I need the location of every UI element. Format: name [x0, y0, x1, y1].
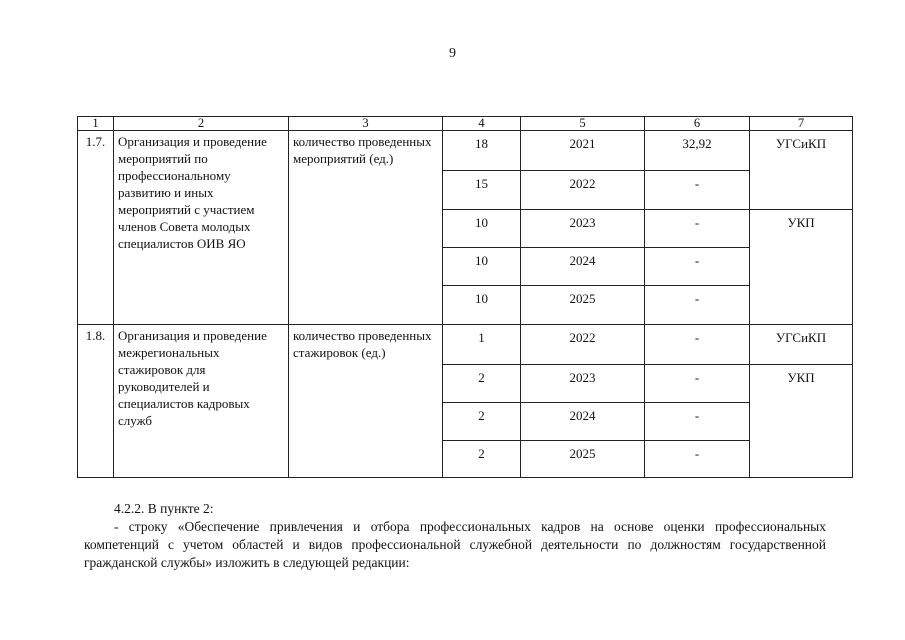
activities-table: [77, 116, 853, 478]
funding-amount: 32,92: [645, 131, 750, 171]
year: 2024: [521, 403, 645, 441]
header-cell-2: 2: [114, 117, 289, 131]
indicator-value: 10: [443, 248, 521, 286]
year: 2025: [521, 441, 645, 478]
year: 2023: [521, 210, 645, 248]
indicator-value: 18: [443, 131, 521, 171]
section-heading: 4.2.2. В пункте 2:: [114, 501, 214, 516]
page-number: 9: [449, 46, 456, 61]
year: 2024: [521, 248, 645, 286]
indicator-value: 10: [443, 210, 521, 248]
funding-amount: -: [645, 325, 750, 365]
header-row: [78, 117, 853, 131]
indicator-value: 15: [443, 171, 521, 210]
header-cell-1: 1: [78, 117, 114, 131]
funding-amount: -: [645, 286, 750, 325]
item-name: Организация и проведение мероприятий по профессиональному развитию и иных мероприятий с участием членов Совета молодых специалистов ОИВ ЯО: [114, 131, 289, 325]
executor: УКП: [750, 365, 853, 478]
indicator-value: 2: [443, 403, 521, 441]
table-row: [78, 325, 853, 365]
year: 2023: [521, 365, 645, 403]
executor: УКП: [750, 210, 853, 325]
item-indicator: количество проведенных мероприятий (ед.): [289, 131, 443, 325]
indicator-value: 2: [443, 441, 521, 478]
funding-amount: -: [645, 403, 750, 441]
indicator-value: 10: [443, 286, 521, 325]
header-cell-5: 5: [521, 117, 645, 131]
document-body: [84, 500, 826, 572]
item-number: 1.7.: [78, 131, 114, 325]
header-cell-7: 7: [750, 117, 853, 131]
year: 2022: [521, 325, 645, 365]
year: 2025: [521, 286, 645, 325]
executor: УГСиКП: [750, 131, 853, 210]
item-indicator: количество проведенных стажировок (ед.): [289, 325, 443, 478]
year: 2022: [521, 171, 645, 210]
funding-amount: -: [645, 210, 750, 248]
amendment-paragraph: - строку «Обеспечение привлечения и отбора профессиональных кадров на основе оценки профессиональных компетенций с учетом областей и видов профессиональной служебной деятельности по должностям государственной гражданской службы» изложить в следующей редакции:: [84, 519, 826, 570]
year: 2021: [521, 131, 645, 171]
header-cell-6: 6: [645, 117, 750, 131]
funding-amount: -: [645, 441, 750, 478]
table-row: [78, 131, 853, 171]
item-name: Организация и проведение межрегиональных стажировок для руководителей и специалистов кадровых служб: [114, 325, 289, 478]
header-cell-3: 3: [289, 117, 443, 131]
indicator-value: 1: [443, 325, 521, 365]
executor: УГСиКП: [750, 325, 853, 365]
item-number: 1.8.: [78, 325, 114, 478]
funding-amount: -: [645, 248, 750, 286]
funding-amount: -: [645, 171, 750, 210]
indicator-value: 2: [443, 365, 521, 403]
header-cell-4: 4: [443, 117, 521, 131]
funding-amount: -: [645, 365, 750, 403]
